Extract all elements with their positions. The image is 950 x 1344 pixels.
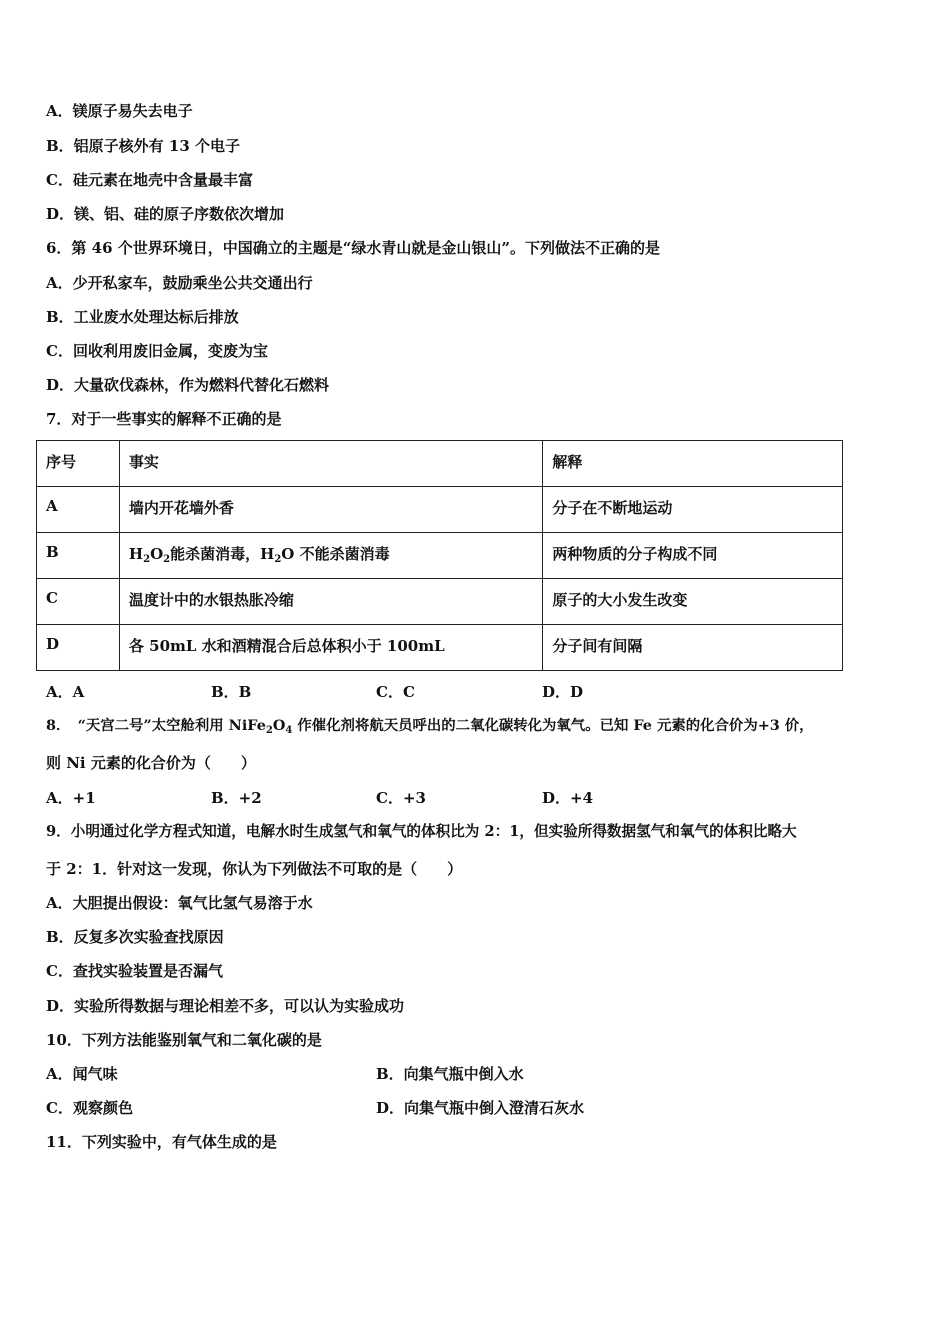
q6-option-a: A．少开私家车，鼓励乘坐公共交通出行	[46, 274, 313, 292]
q6-option-c: C．回收利用废旧金属，变废为宝	[46, 342, 268, 360]
q7-option-d: D．D	[542, 683, 584, 701]
q8-stem-pre: 8． “天宫二号”太空舱利用 NiFe	[46, 717, 266, 734]
fact-text: O 不能杀菌消毒	[281, 545, 390, 563]
table-cell-id: C	[37, 579, 120, 625]
table-cell-fact: 各 50mL 水和酒精混合后总体积小于 100mL	[119, 625, 542, 671]
subscript: 2	[143, 554, 151, 565]
q8-option-d: D．+4	[542, 789, 594, 807]
q7-stem: 7．对于一些事实的解释不正确的是	[46, 410, 282, 428]
q6-option-b: B．工业废水处理达标后排放	[46, 308, 239, 326]
table-header-fact: 事实	[119, 441, 542, 487]
table-cell-fact: 墙内开花墙外香	[119, 487, 542, 533]
q8-option-c: C．+3	[376, 789, 426, 807]
q9-option-b: B．反复多次实验查找原因	[46, 928, 224, 946]
subscript: 2	[274, 554, 282, 565]
subscript: 2	[265, 725, 273, 736]
table-header-id: 序号	[37, 441, 120, 487]
q9-stem-line1: 9．小明通过化学方程式知道，电解水时生成氢气和氧气的体积比为 2：1，但实验所得数据氢气和氧气的体积比略大	[46, 823, 797, 840]
table-cell-id: A	[37, 487, 120, 533]
q6-stem: 6．第 46 个世界环境日，中国确立的主题是“绿水青山就是金山银山”。下列做法不正确的是	[46, 239, 661, 257]
q10-option-c: C．观察颜色	[46, 1099, 133, 1117]
q10-option-b: B．向集气瓶中倒入水	[376, 1065, 524, 1083]
q7-option-b: B．B	[211, 683, 252, 701]
fact-text: O	[150, 545, 164, 563]
q6-option-d: D．大量砍伐森林，作为燃料代替化石燃料	[46, 376, 330, 394]
q8-stem-post: 作催化剂将航天员呼出的二氧化碳转化为氧气。已知 Fe 元素的化合价为+3 价，	[292, 717, 814, 734]
q8-option-a: A．+1	[46, 789, 96, 807]
table-row	[37, 487, 843, 533]
table-cell-explanation: 两种物质的分子构成不同	[543, 533, 843, 579]
table-cell-id: D	[37, 625, 120, 671]
table-cell-explanation: 原子的大小发生改变	[543, 579, 843, 625]
table-cell-id: B	[37, 533, 120, 579]
q10-option-a: A．闻气味	[46, 1065, 118, 1083]
subscript: 2	[163, 554, 171, 565]
fact-text: H	[128, 545, 144, 563]
q5-option-d: D．镁、铝、硅的原子序数依次增加	[46, 205, 285, 223]
table-cell-fact: 温度计中的水银热胀冷缩	[119, 579, 542, 625]
q8-stem-mid: O	[272, 717, 286, 734]
q7-option-a: A．A	[46, 683, 85, 701]
q5-option-a: A．镁原子易失去电子	[46, 102, 193, 120]
fact-text: 能杀菌消毒，H	[170, 545, 275, 563]
table-header-explanation: 解释	[543, 441, 843, 487]
q5-option-c: C．硅元素在地壳中含量最丰富	[46, 171, 253, 189]
table-header-row	[37, 441, 843, 487]
q11-stem: 11．下列实验中，有气体生成的是	[46, 1133, 277, 1151]
table-row	[37, 579, 843, 625]
table-cell-explanation: 分子间有间隔	[543, 625, 843, 671]
q7-facts-table	[36, 440, 843, 671]
q9-stem-line2: 于 2：1．针对这一发现，你认为下列做法不可取的是（ ）	[46, 860, 463, 878]
q10-stem: 10．下列方法能鉴别氧气和二氧化碳的是	[46, 1031, 322, 1049]
q5-option-b: B．铝原子核外有 13 个电子	[46, 137, 240, 155]
table-row	[37, 625, 843, 671]
table-cell-fact	[119, 533, 542, 579]
q10-option-d: D．向集气瓶中倒入澄清石灰水	[376, 1099, 585, 1117]
q7-option-c: C．C	[376, 683, 415, 701]
q9-option-c: C．查找实验装置是否漏气	[46, 962, 223, 980]
subscript: 4	[285, 725, 293, 736]
q8-option-b: B．+2	[211, 789, 262, 807]
table-row	[37, 533, 843, 579]
q9-option-d: D．实验所得数据与理论相差不多，可以认为实验成功	[46, 997, 405, 1015]
q8-stem-line2: 则 Ni 元素的化合价为（ ）	[46, 754, 256, 772]
table-cell-explanation: 分子在不断地运动	[543, 487, 843, 533]
q9-option-a: A．大胆提出假设：氧气比氢气易溶于水	[46, 894, 313, 912]
q8-stem-line1	[46, 716, 814, 741]
